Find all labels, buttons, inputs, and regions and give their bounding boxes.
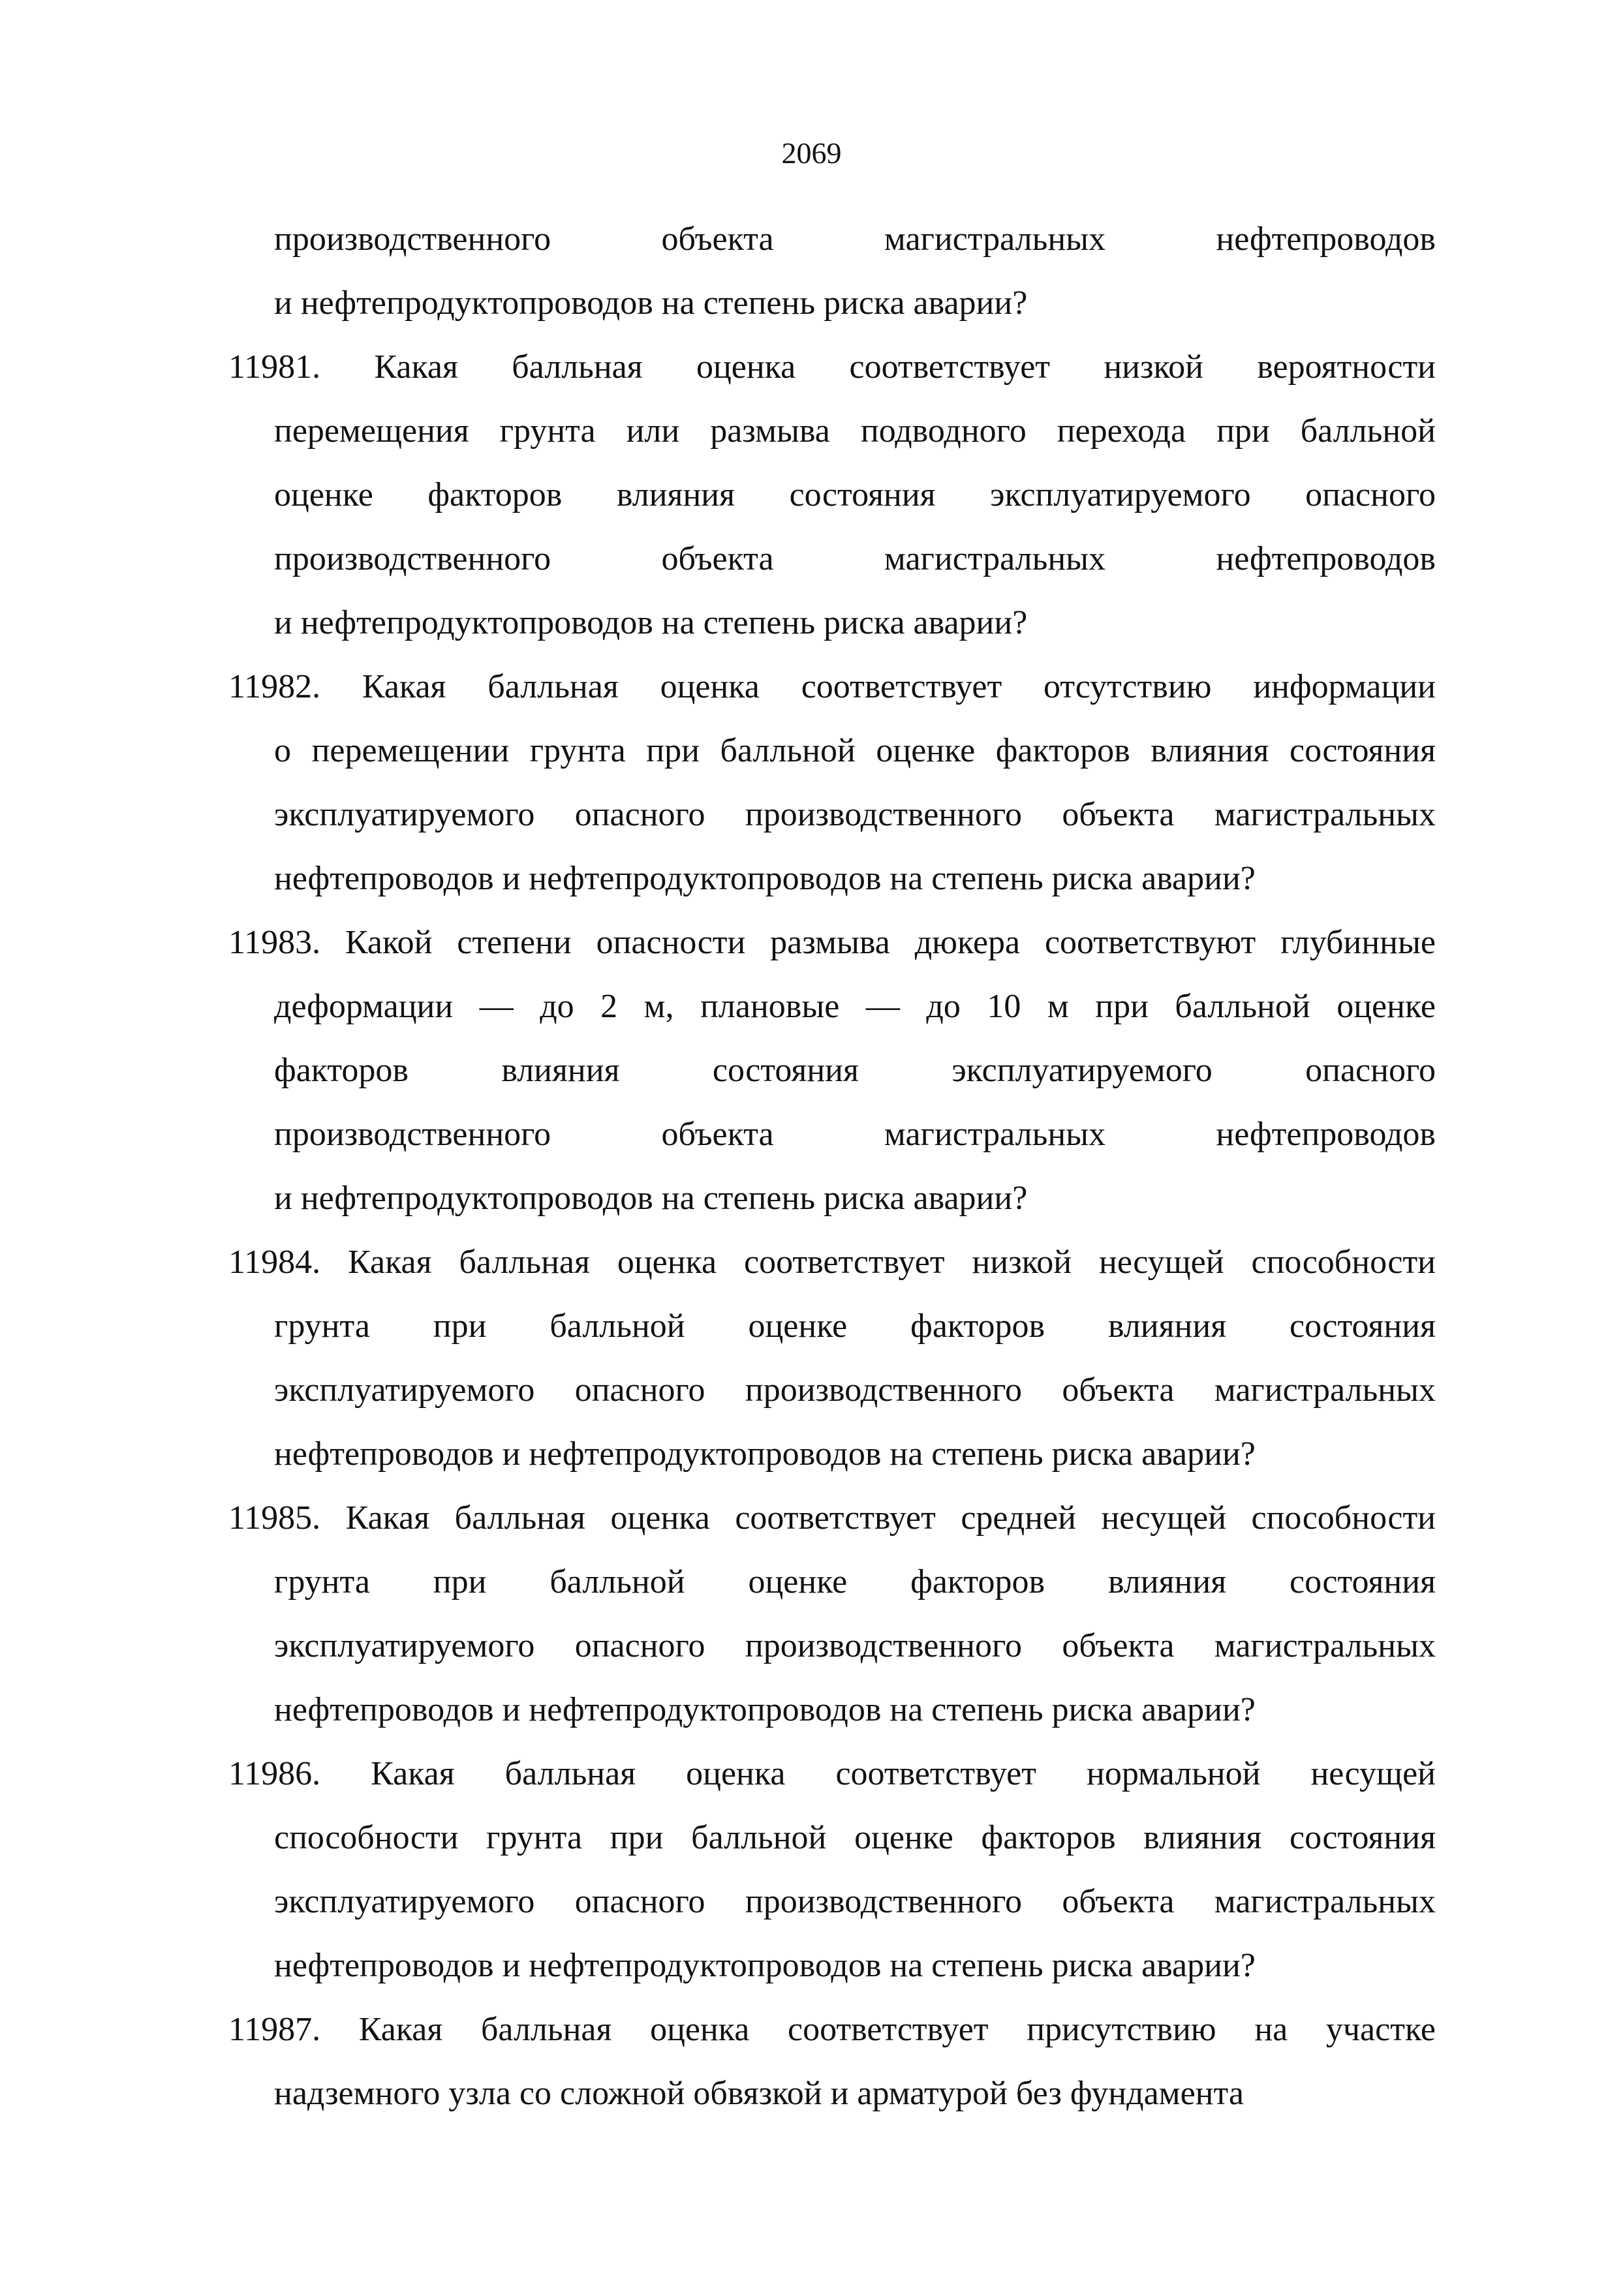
text-line: перемещения грунта или размыва подводного перехода при балльной xyxy=(274,412,1436,450)
question-item xyxy=(228,911,1436,1231)
question-number: 11987. xyxy=(228,2011,321,2048)
text-line: надземного узла со сложной обвязкой и арматурой без фундамента xyxy=(274,2075,1244,2112)
text-line: факторов влияния состояния эксплуатируемого опасного xyxy=(274,1052,1436,1089)
text-line: нефтепроводов и нефтепродуктопроводов на степень риска аварии? xyxy=(274,1691,1256,1728)
text-line xyxy=(228,335,1436,399)
text-line xyxy=(228,1486,1436,1550)
text-line: эксплуатируемого опасного производственного объекта магистральных xyxy=(274,1371,1436,1409)
text-line: нефтепроводов и нефтепродуктопроводов на степень риска аварии? xyxy=(274,860,1256,897)
question-text: Какая балльная оценка соответствует низкой несущей способности xyxy=(348,1244,1436,1281)
text-line xyxy=(228,911,1436,975)
text-line xyxy=(228,1742,1436,1806)
question-number: 11981. xyxy=(228,348,321,386)
text-line: грунта при балльной оценке факторов влияния состояния xyxy=(274,1563,1436,1600)
text-line: производственного объекта магистральных нефтепроводов xyxy=(274,1116,1436,1153)
question-text: Какая балльная оценка соответствует низкой вероятности xyxy=(374,348,1436,386)
text-line xyxy=(228,1231,1436,1294)
question-number: 11986. xyxy=(228,1755,321,1792)
text-line: эксплуатируемого опасного производственного объекта магистральных xyxy=(274,1627,1436,1664)
question-item xyxy=(228,1486,1436,1742)
question-item xyxy=(228,1742,1436,1998)
question-number: 11984. xyxy=(228,1244,321,1281)
question-list xyxy=(228,207,1436,2126)
question-text: Какая балльная оценка соответствует отсутствию информации xyxy=(362,668,1436,705)
question-item xyxy=(228,335,1436,655)
text-line: эксплуатируемого опасного производственного объекта магистральных xyxy=(274,1883,1436,1920)
question-item xyxy=(228,1998,1436,2126)
text-line: оценке факторов влияния состояния эксплуатируемого опасного xyxy=(274,476,1436,513)
text-line xyxy=(228,655,1436,719)
question-number: 11985. xyxy=(228,1499,321,1537)
text-line: грунта при балльной оценке факторов влияния состояния xyxy=(274,1308,1436,1345)
text-line: и нефтепродуктопроводов на степень риска аварии? xyxy=(274,604,1028,641)
text-line: способности грунта при балльной оценке факторов влияния состояния xyxy=(274,1819,1436,1856)
question-item xyxy=(228,1231,1436,1486)
question-text: Какой степени опасности размыва дюкера соответствуют глубинные xyxy=(345,924,1436,961)
page-number: 2069 xyxy=(781,136,842,170)
text-line: производственного объекта магистральных нефтепроводов xyxy=(274,221,1436,258)
text-line: производственного объекта магистральных нефтепроводов xyxy=(274,540,1436,577)
question-text: Какая балльная оценка соответствует присутствию на участке xyxy=(358,2011,1436,2048)
text-line: эксплуатируемого опасного производственного объекта магистральных xyxy=(274,796,1436,833)
question-number: 11982. xyxy=(228,668,321,705)
text-line xyxy=(228,1998,1436,2062)
question-text: Какая балльная оценка соответствует нормальной несущей xyxy=(371,1755,1436,1792)
intro-continuation xyxy=(228,207,1436,335)
question-number: 11983. xyxy=(228,924,321,961)
text-line: нефтепроводов и нефтепродуктопроводов на степень риска аварии? xyxy=(274,1947,1256,1984)
question-text: Какая балльная оценка соответствует средней несущей способности xyxy=(345,1499,1436,1537)
question-item xyxy=(228,655,1436,911)
text-line: нефтепроводов и нефтепродуктопроводов на степень риска аварии? xyxy=(274,1435,1256,1473)
text-line: о перемещении грунта при балльной оценке факторов влияния состояния xyxy=(274,732,1436,769)
text-line: и нефтепродуктопроводов на степень риска аварии? xyxy=(274,1180,1028,1217)
text-line: деформации — до 2 м, плановые — до 10 м при балльной оценке xyxy=(274,988,1436,1025)
text-line: и нефтепродуктопроводов на степень риска аварии? xyxy=(274,284,1028,322)
